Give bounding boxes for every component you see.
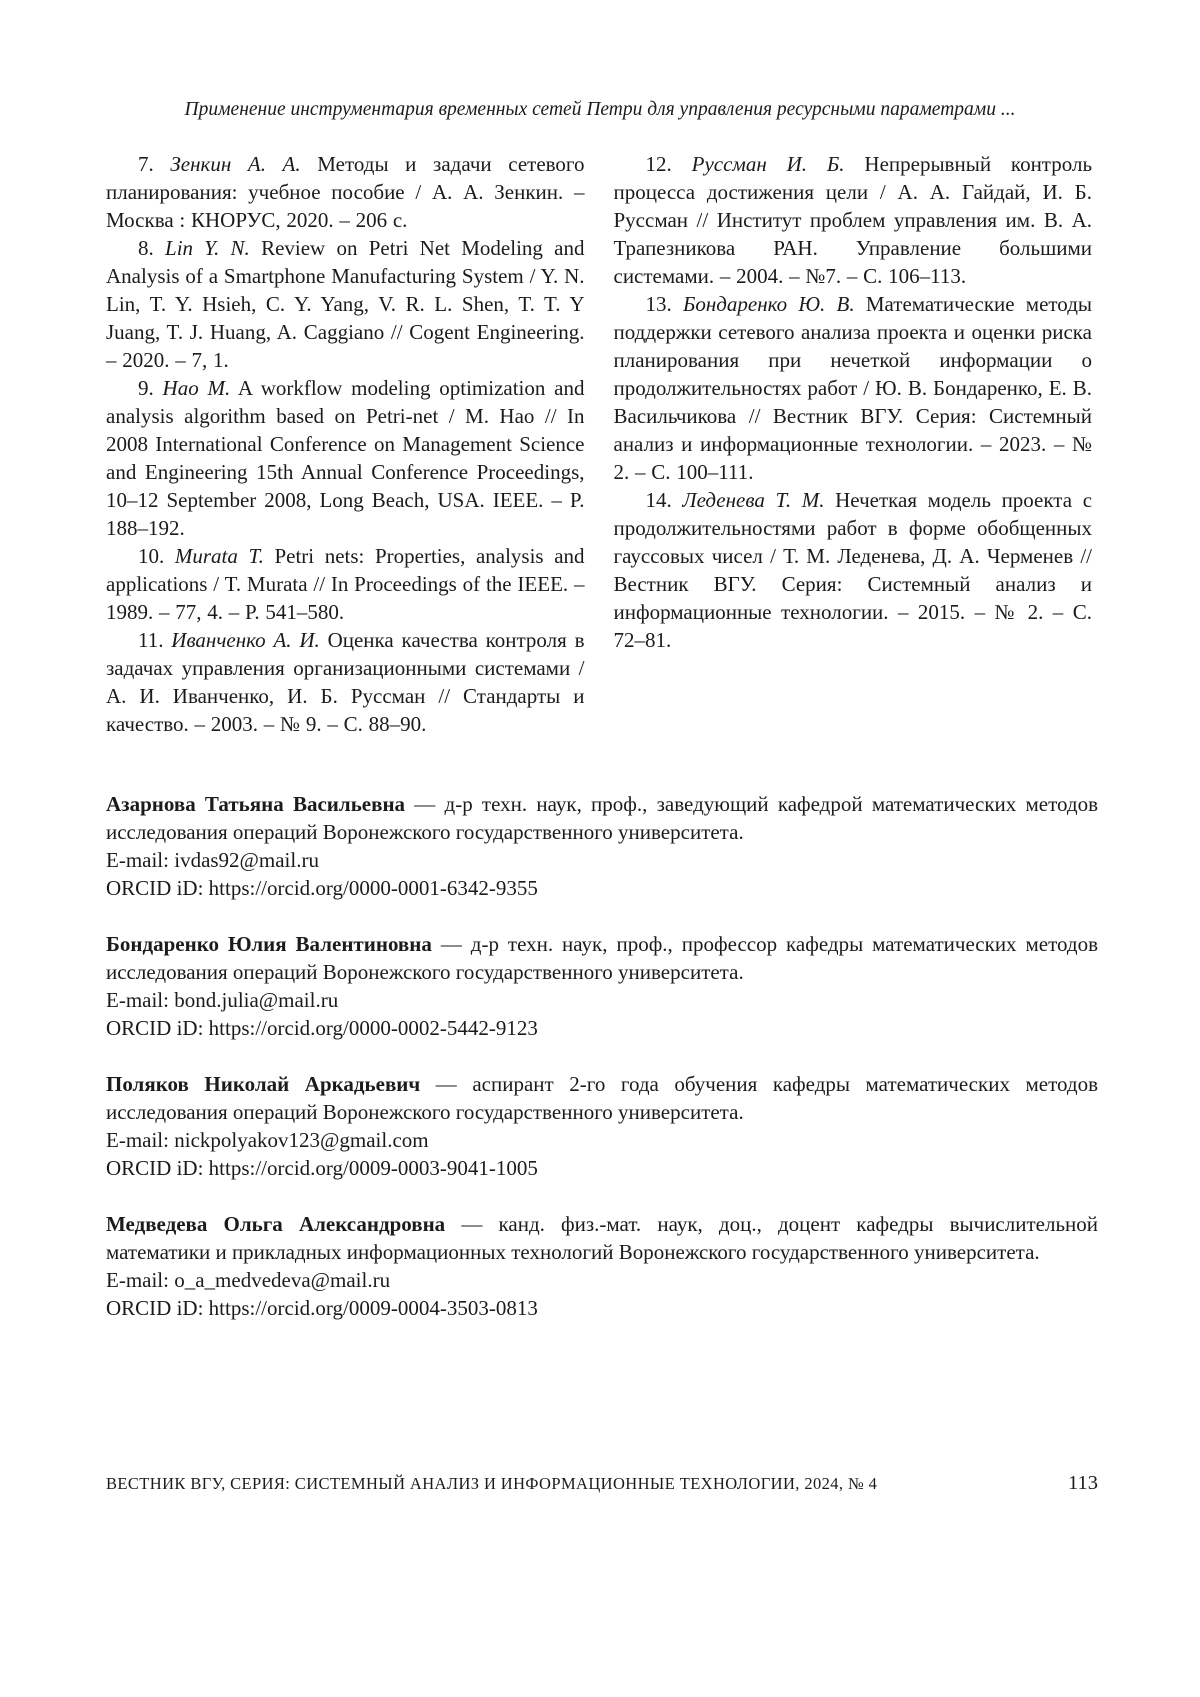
author-name: Бондаренко Юлия Валентиновна <box>106 932 432 956</box>
author-email: E-mail: bond.julia@mail.ru <box>106 988 339 1012</box>
reference-text: Математические методы поддержки сетевого анализа проекта и оценки риска планирования при нечеткой информации о продолжительностях работ / Ю. В. Бондаренко, Е. В. Васильчикова // Вестник ВГУ. Серия: Системный анализ и информационные технологии. – 2023. – № 2. – С. 100–111. <box>613 292 1092 484</box>
author-name: Поляков Николай Аркадьевич <box>106 1072 421 1096</box>
reference-item-8 <box>106 234 585 374</box>
running-head: Применение инструментария временных сетей Петри для управления ресурсными параметрами ... <box>184 99 1016 120</box>
author-block-azarnova <box>106 790 1098 902</box>
page-footer <box>106 1472 1098 1495</box>
author-bio <box>106 930 1098 986</box>
reference-number: 14. <box>645 488 672 512</box>
author-orcid: ORCID iD: https://orcid.org/0000-0001-6342-9355 <box>106 876 538 900</box>
reference-item-7 <box>106 150 585 234</box>
reference-item-11 <box>106 626 585 738</box>
reference-author: Зенкин А. А. <box>170 152 301 176</box>
references-left-column <box>106 150 585 738</box>
reference-text: Petri nets: Properties, analysis and applications / T. Murata // In Proceedings of the IEEE. – 1989. – 77, 4. – P. 541–580. <box>106 544 585 624</box>
reference-author: Lin Y. N. <box>165 236 250 260</box>
reference-number: 9. <box>138 376 154 400</box>
author-block-medvedeva <box>106 1210 1098 1322</box>
reference-author: Иванченко А. И. <box>171 628 320 652</box>
reference-author: Hao M. <box>162 376 231 400</box>
author-orcid: ORCID iD: https://orcid.org/0009-0003-9041-1005 <box>106 1156 538 1180</box>
author-degree-text: — д-р техн. наук, проф., профессор кафедры математических методов исследования операций Воронежского государственного университета. <box>106 932 1099 984</box>
reference-item-13 <box>614 290 1093 486</box>
reference-text: Review on Petri Net Modeling and Analysis of a Smartphone Manufacturing System / Y. N. Lin, T. Y. Hsieh, C. Y. Yang, V. R. L. Shen, T. T. Y Juang, T. J. Huang, A. Caggiano // Cogent Engineering. – 2020. – 7, 1. <box>106 236 585 372</box>
reference-item-12 <box>614 150 1093 290</box>
reference-author: Бондаренко Ю. В. <box>682 292 855 316</box>
author-degree-text: — канд. физ.-мат. наук, доц., доцент кафедры вычислительной математики и прикладных информационных технологий Воронежского государственного университета. <box>106 1212 1098 1264</box>
author-degree-text: — аспирант 2-го года обучения кафедры математических методов исследования операций Воронежского государственного университета. <box>106 1072 1098 1124</box>
reference-number: 10. <box>138 544 165 568</box>
authors-section <box>106 790 1098 1350</box>
reference-text: Методы и задачи сетевого планирования: учебное пособие / А. А. Зенкин. – Москва : КНОРУС, 2020. – 206 с. <box>106 152 585 232</box>
reference-item-9 <box>106 374 585 542</box>
author-email: E-mail: ivdas92@mail.ru <box>106 848 319 872</box>
reference-number: 7. <box>138 152 154 176</box>
author-orcid: ORCID iD: https://orcid.org/0009-0004-3503-0813 <box>106 1296 538 1320</box>
reference-item-14 <box>614 486 1093 654</box>
reference-number: 13. <box>645 292 672 316</box>
reference-item-10 <box>106 542 585 626</box>
author-block-bondarenko <box>106 930 1098 1042</box>
reference-author: Леденева Т. М. <box>682 488 825 512</box>
reference-text: A workflow modeling optimization and analysis algorithm based on Petri-net / M. Hao // In 2008 International Conference on Management Science and Engineering 15th Annual Conference Proceedings, 10–12 September 2008, Long Beach, USA. IEEE. – P. 188–192. <box>106 376 585 540</box>
reference-number: 12. <box>645 152 672 176</box>
references-section <box>106 150 1092 738</box>
author-degree-text: — д-р техн. наук, проф., заведующий кафедрой математических методов исследования операций Воронежского государственного университета. <box>106 792 1098 844</box>
author-name: Азарнова Татьяна Васильевна <box>106 792 406 816</box>
author-bio <box>106 790 1098 846</box>
author-block-polyakov <box>106 1070 1098 1182</box>
author-name: Медведева Ольга Александровна <box>106 1212 446 1236</box>
reference-number: 8. <box>138 236 154 260</box>
reference-text: Оценка качества контроля в задачах управления организационными системами / А. И. Иванченко, И. Б. Руссман // Стандарты и качество. – 2003. – № 9. – С. 88–90. <box>106 628 585 736</box>
author-bio <box>106 1210 1098 1266</box>
reference-author: Руссман И. Б. <box>691 152 845 176</box>
footer-page-number: 113 <box>1068 1472 1098 1494</box>
author-orcid: ORCID iD: https://orcid.org/0000-0002-5442-9123 <box>106 1016 538 1040</box>
author-bio <box>106 1070 1098 1126</box>
reference-text: Непрерывный контроль процесса достижения цели / А. А. Гайдай, И. Б. Руссман // Институт проблем управления им. В. А. Трапезникова РАН. Управление большими системами. – 2004. – №7. – С. 106–113. <box>613 152 1093 288</box>
reference-text: Нечеткая модель проекта с продолжительностями работ в форме обобщенных гауссовых чисел / Т. М. Леденева, Д. А. Черменев // Вестник ВГУ. Серия: Системный анализ и информационные технологии. – 2015. – № 2. – С. 72–81. <box>613 488 1093 652</box>
author-email: E-mail: nickpolyakov123@gmail.com <box>106 1128 429 1152</box>
reference-author: Murata T. <box>174 544 264 568</box>
footer-journal-title: ВЕСТНИК ВГУ, СЕРИЯ: СИСТЕМНЫЙ АНАЛИЗ И ИНФОРМАЦИОННЫЕ ТЕХНОЛОГИИ, 2024, № 4 <box>106 1474 878 1493</box>
reference-number: 11. <box>138 628 164 652</box>
author-email: E-mail: o_a_medvedeva@mail.ru <box>106 1268 391 1292</box>
references-right-column <box>614 150 1093 738</box>
